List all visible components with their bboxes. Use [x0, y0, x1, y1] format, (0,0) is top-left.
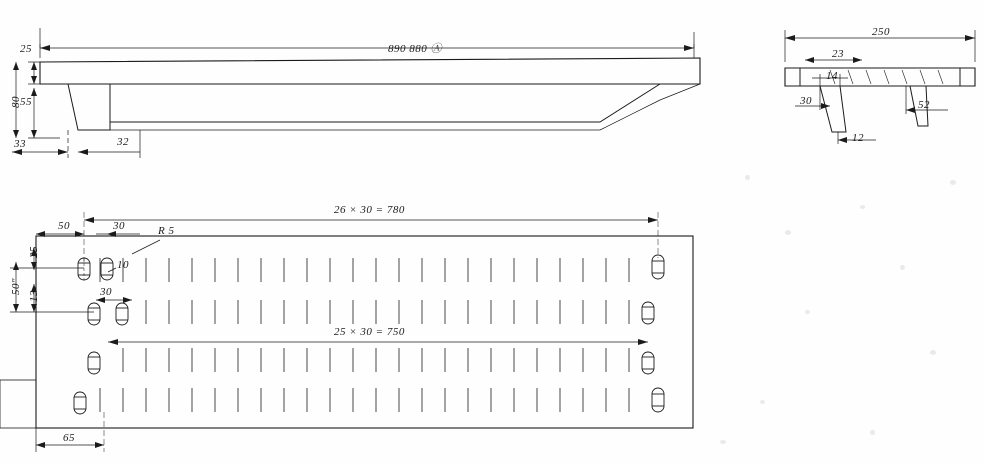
dim-rib-left-label: 30	[800, 95, 812, 107]
dim-hole-10-label: 10	[117, 259, 129, 271]
dim-edge-30-top-label: 30	[113, 220, 125, 232]
dim-edge-65-label: 65	[63, 432, 75, 444]
paper-smudge	[950, 180, 956, 185]
dim-overall-length	[40, 28, 694, 58]
dim-rib-right-label: 52	[918, 99, 930, 111]
dim-left-offset-label: 33	[14, 138, 26, 150]
paper-smudge	[745, 175, 750, 180]
paper-smudge	[720, 440, 726, 444]
dim-edge-50-label: 50	[58, 220, 70, 232]
side-elevation-geometry	[40, 58, 700, 130]
dim-rib-bottom-label: 12	[852, 132, 864, 144]
dim-pitch-upper-label: 26 × 30 = 780	[334, 204, 405, 216]
dim-top-thickness-label: 25	[20, 43, 32, 55]
dim-foot-width-label: 32	[117, 136, 129, 148]
paper-smudge	[860, 205, 865, 209]
dim-pitch-lower-label: 25 × 30 = 750	[334, 326, 405, 338]
dim-edge-13-label: 13	[28, 290, 40, 302]
dim-end-view	[785, 30, 975, 144]
dim-overall-length-label: 890 880 Ⓐ	[388, 43, 442, 55]
paper-smudge	[760, 400, 765, 404]
dim-rib-top-label: 14	[826, 70, 838, 82]
paper-smudge	[785, 230, 791, 235]
dim-radius-label: R 5	[158, 225, 175, 237]
paper-smudge	[870, 430, 875, 435]
dim-inner-width-label: 23	[832, 48, 844, 60]
paper-smudge	[805, 310, 810, 314]
end-view-geometry	[785, 68, 975, 132]
dim-overall-width-label: 250	[872, 26, 890, 38]
dim-edge-30-second-label: 30	[100, 286, 112, 298]
dim-edge-25-label: 25	[28, 246, 40, 258]
paper-smudge	[930, 350, 936, 355]
dim-web-height-label: 55	[20, 96, 32, 108]
dim-total-height-label: 80	[10, 96, 22, 108]
dim-edge-50-side-label: 50″	[10, 277, 22, 295]
paper-smudge	[900, 265, 905, 270]
